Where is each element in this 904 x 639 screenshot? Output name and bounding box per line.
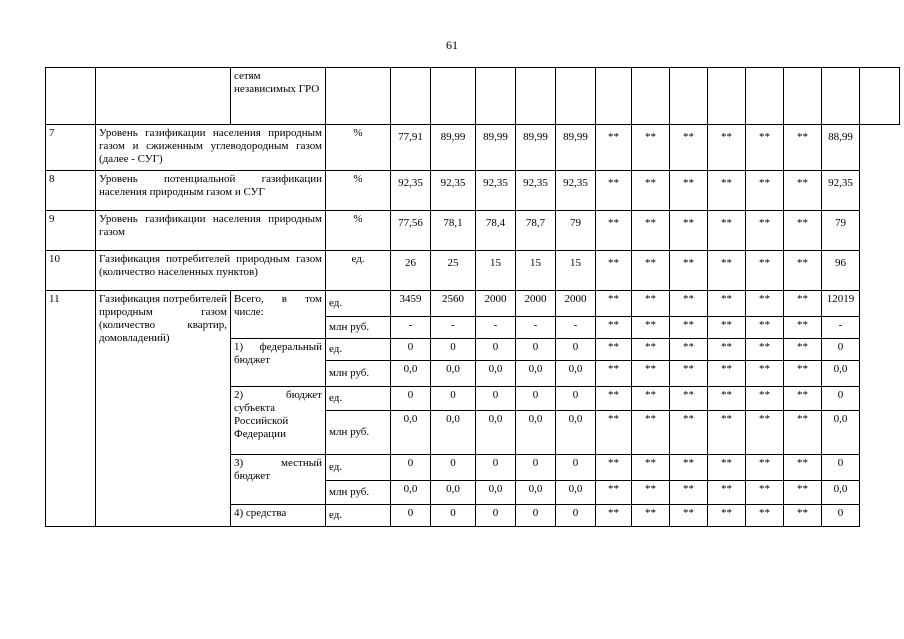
table-row (46, 125, 900, 171)
value-cell: ** (784, 387, 822, 411)
row-number-cell: 7 (46, 125, 96, 171)
value-cell: ** (670, 339, 708, 361)
value-cell: 0,0 (431, 481, 476, 505)
value-cell: ** (632, 411, 670, 455)
value-cell (516, 68, 556, 125)
value-cell: ** (632, 505, 670, 527)
unit-cell: млн руб. (326, 317, 391, 339)
value-cell: 0,0 (431, 361, 476, 387)
value-cell: 2000 (516, 291, 556, 317)
funding-source-cell: 3) местный бюджет (231, 455, 326, 505)
funding-source-cell: 2) бюджет субъекта Российской Федерации (231, 387, 326, 455)
value-cell: 92,35 (822, 171, 860, 211)
indicator-name-cell (96, 68, 231, 125)
value-cell: 0,0 (516, 481, 556, 505)
value-cell: ** (784, 125, 822, 171)
value-cell: ** (670, 251, 708, 291)
value-cell: ** (632, 387, 670, 411)
value-cell (326, 68, 391, 125)
value-cell (596, 68, 632, 125)
unit-cell: ед. (326, 251, 391, 291)
value-cell: 26 (391, 251, 431, 291)
unit-cell: ед. (326, 387, 391, 411)
value-cell: 92,35 (556, 171, 596, 211)
value-cell: 77,56 (391, 211, 431, 251)
table-row (46, 171, 900, 211)
unit-cell: млн руб. (326, 481, 391, 505)
value-cell: ** (784, 291, 822, 317)
value-cell: 0,0 (516, 361, 556, 387)
value-cell: 2000 (476, 291, 516, 317)
value-cell: ** (670, 291, 708, 317)
value-cell: ** (670, 361, 708, 387)
value-cell: ** (746, 317, 784, 339)
value-cell: 96 (822, 251, 860, 291)
value-cell (431, 68, 476, 125)
value-cell: 0 (516, 387, 556, 411)
value-cell: ** (632, 361, 670, 387)
unit-cell: ед. (326, 455, 391, 481)
value-cell: 0 (822, 339, 860, 361)
value-cell: ** (596, 317, 632, 339)
value-cell: 0 (516, 339, 556, 361)
value-cell: ** (632, 339, 670, 361)
value-cell: ** (708, 505, 746, 527)
row-number-cell: 9 (46, 211, 96, 251)
value-cell: ** (632, 125, 670, 171)
value-cell: ** (670, 505, 708, 527)
value-cell: ** (670, 125, 708, 171)
value-cell: ** (746, 411, 784, 455)
value-cell: ** (632, 171, 670, 211)
value-cell: ** (746, 171, 784, 211)
value-cell: 0,0 (476, 411, 516, 455)
value-cell: ** (708, 171, 746, 211)
value-cell: ** (784, 361, 822, 387)
indicator-name-cell: Уровень газификации населения природным газом и сжиженным углеводородным газом (далее - СУГ) (96, 125, 326, 171)
value-cell: ** (746, 125, 784, 171)
value-cell: 0,0 (556, 361, 596, 387)
table-row (46, 211, 900, 251)
value-cell: 0,0 (556, 411, 596, 455)
value-cell: ** (596, 171, 632, 211)
value-cell: ** (746, 251, 784, 291)
value-cell: ** (670, 211, 708, 251)
value-cell: 0 (391, 505, 431, 527)
value-cell: ** (708, 291, 746, 317)
unit-cell: % (326, 211, 391, 251)
value-cell: 0 (391, 387, 431, 411)
indicator-name-cell: Газификация потребителей природным газом (количество квартир, домовладений) (96, 291, 231, 527)
value-cell: ** (784, 339, 822, 361)
funding-source-cell: 1) федеральный бюджет (231, 339, 326, 387)
value-cell: 88,99 (822, 125, 860, 171)
value-cell: 79 (556, 211, 596, 251)
value-cell (708, 68, 746, 125)
value-cell: 15 (516, 251, 556, 291)
value-cell: ** (746, 387, 784, 411)
value-cell: 0,0 (476, 361, 516, 387)
value-cell: 77,91 (391, 125, 431, 171)
value-cell: 0 (431, 387, 476, 411)
value-cell: ** (746, 481, 784, 505)
value-cell: 0 (431, 339, 476, 361)
value-cell: ** (784, 505, 822, 527)
value-cell: ** (596, 211, 632, 251)
value-cell: 0 (476, 387, 516, 411)
value-cell: ** (708, 211, 746, 251)
row-number-cell: 8 (46, 171, 96, 211)
value-cell: 15 (476, 251, 516, 291)
value-cell: ** (596, 387, 632, 411)
table-row (46, 291, 900, 317)
value-cell: 0 (516, 505, 556, 527)
unit-cell: ед. (326, 291, 391, 317)
value-cell: ** (708, 339, 746, 361)
unit-cell: млн руб. (326, 411, 391, 455)
value-cell: ** (670, 317, 708, 339)
value-cell: 0 (822, 505, 860, 527)
value-cell: - (431, 317, 476, 339)
value-cell: ** (708, 125, 746, 171)
value-cell: ** (596, 505, 632, 527)
value-cell: 0 (476, 505, 516, 527)
value-cell: ** (708, 251, 746, 291)
value-cell (670, 68, 708, 125)
indicator-subname-cell: сетям независимых ГРО (231, 68, 326, 125)
value-cell: ** (670, 411, 708, 455)
row-number-cell: 10 (46, 251, 96, 291)
value-cell: 2000 (556, 291, 596, 317)
value-cell: 78,7 (516, 211, 556, 251)
value-cell: 15 (556, 251, 596, 291)
indicator-name-cell: Уровень газификации населения природным газом (96, 211, 326, 251)
value-cell: - (391, 317, 431, 339)
value-cell: ** (708, 411, 746, 455)
row-number-cell: 11 (46, 291, 96, 527)
unit-cell: ед. (326, 339, 391, 361)
value-cell: ** (632, 211, 670, 251)
value-cell: ** (784, 317, 822, 339)
indicators-table (45, 67, 900, 527)
value-cell: 0 (476, 339, 516, 361)
value-cell: ** (596, 455, 632, 481)
value-cell: ** (708, 481, 746, 505)
table-row (46, 68, 900, 125)
value-cell: 92,35 (516, 171, 556, 211)
value-cell: ** (784, 455, 822, 481)
value-cell (784, 68, 822, 125)
value-cell: ** (596, 411, 632, 455)
value-cell: 0,0 (556, 481, 596, 505)
value-cell: ** (632, 481, 670, 505)
value-cell: ** (784, 171, 822, 211)
funding-source-cell: Всего, в том числе: (231, 291, 326, 339)
value-cell: ** (746, 339, 784, 361)
unit-cell: % (326, 125, 391, 171)
value-cell: 78,4 (476, 211, 516, 251)
value-cell: ** (746, 211, 784, 251)
value-cell: ** (708, 317, 746, 339)
value-cell: 0,0 (822, 411, 860, 455)
value-cell: 89,99 (431, 125, 476, 171)
value-cell: 0,0 (391, 361, 431, 387)
value-cell: 92,35 (391, 171, 431, 211)
value-cell (860, 68, 900, 125)
value-cell: ** (632, 291, 670, 317)
value-cell: 92,35 (476, 171, 516, 211)
value-cell: 0 (822, 387, 860, 411)
value-cell: ** (670, 481, 708, 505)
value-cell: ** (596, 339, 632, 361)
value-cell: 0 (556, 455, 596, 481)
value-cell: 0 (822, 455, 860, 481)
value-cell (556, 68, 596, 125)
value-cell: 0 (431, 455, 476, 481)
value-cell: ** (596, 251, 632, 291)
value-cell (476, 68, 516, 125)
funding-source-cell: 4) средства (231, 505, 326, 527)
value-cell: 0 (556, 339, 596, 361)
value-cell (746, 68, 784, 125)
value-cell: ** (632, 455, 670, 481)
value-cell: ** (746, 455, 784, 481)
value-cell: 0 (391, 455, 431, 481)
value-cell: 0 (556, 505, 596, 527)
value-cell: ** (670, 387, 708, 411)
value-cell: 89,99 (516, 125, 556, 171)
value-cell: ** (746, 505, 784, 527)
indicator-name-cell: Уровень потенциальной газификации населения природным газом и СУГ (96, 171, 326, 211)
value-cell: 0 (516, 455, 556, 481)
indicator-name-cell: Газификация потребителей природным газом (количество населенных пунктов) (96, 251, 326, 291)
value-cell (391, 68, 431, 125)
value-cell: ** (596, 291, 632, 317)
value-cell: 2560 (431, 291, 476, 317)
value-cell (632, 68, 670, 125)
value-cell: - (556, 317, 596, 339)
value-cell: 0,0 (822, 481, 860, 505)
value-cell: 0 (431, 505, 476, 527)
value-cell: ** (670, 171, 708, 211)
value-cell: ** (784, 251, 822, 291)
row-number-cell (46, 68, 96, 125)
value-cell: ** (746, 361, 784, 387)
value-cell: 92,35 (431, 171, 476, 211)
value-cell: - (476, 317, 516, 339)
value-cell: ** (708, 387, 746, 411)
value-cell: - (822, 317, 860, 339)
value-cell: ** (708, 361, 746, 387)
value-cell: 89,99 (556, 125, 596, 171)
value-cell: ** (632, 317, 670, 339)
value-cell: ** (746, 291, 784, 317)
value-cell: ** (632, 251, 670, 291)
value-cell: 0,0 (391, 411, 431, 455)
value-cell: ** (708, 455, 746, 481)
unit-cell: млн руб. (326, 361, 391, 387)
value-cell: 0,0 (431, 411, 476, 455)
unit-cell: % (326, 171, 391, 211)
value-cell: 3459 (391, 291, 431, 317)
value-cell: ** (596, 361, 632, 387)
unit-cell: ед. (326, 505, 391, 527)
value-cell: ** (784, 411, 822, 455)
value-cell: 0 (556, 387, 596, 411)
value-cell: ** (596, 125, 632, 171)
value-cell: 89,99 (476, 125, 516, 171)
value-cell: 0 (476, 455, 516, 481)
value-cell: 12019 (822, 291, 860, 317)
page-number: 61 (446, 38, 458, 52)
value-cell: 0,0 (391, 481, 431, 505)
value-cell: 25 (431, 251, 476, 291)
value-cell (822, 68, 860, 125)
value-cell: 79 (822, 211, 860, 251)
value-cell: 0,0 (822, 361, 860, 387)
value-cell: ** (784, 211, 822, 251)
value-cell: 78,1 (431, 211, 476, 251)
value-cell: 0,0 (476, 481, 516, 505)
value-cell: - (516, 317, 556, 339)
value-cell: ** (784, 481, 822, 505)
value-cell: ** (670, 455, 708, 481)
value-cell: 0,0 (516, 411, 556, 455)
value-cell: ** (596, 481, 632, 505)
table-row (46, 251, 900, 291)
value-cell: 0 (391, 339, 431, 361)
